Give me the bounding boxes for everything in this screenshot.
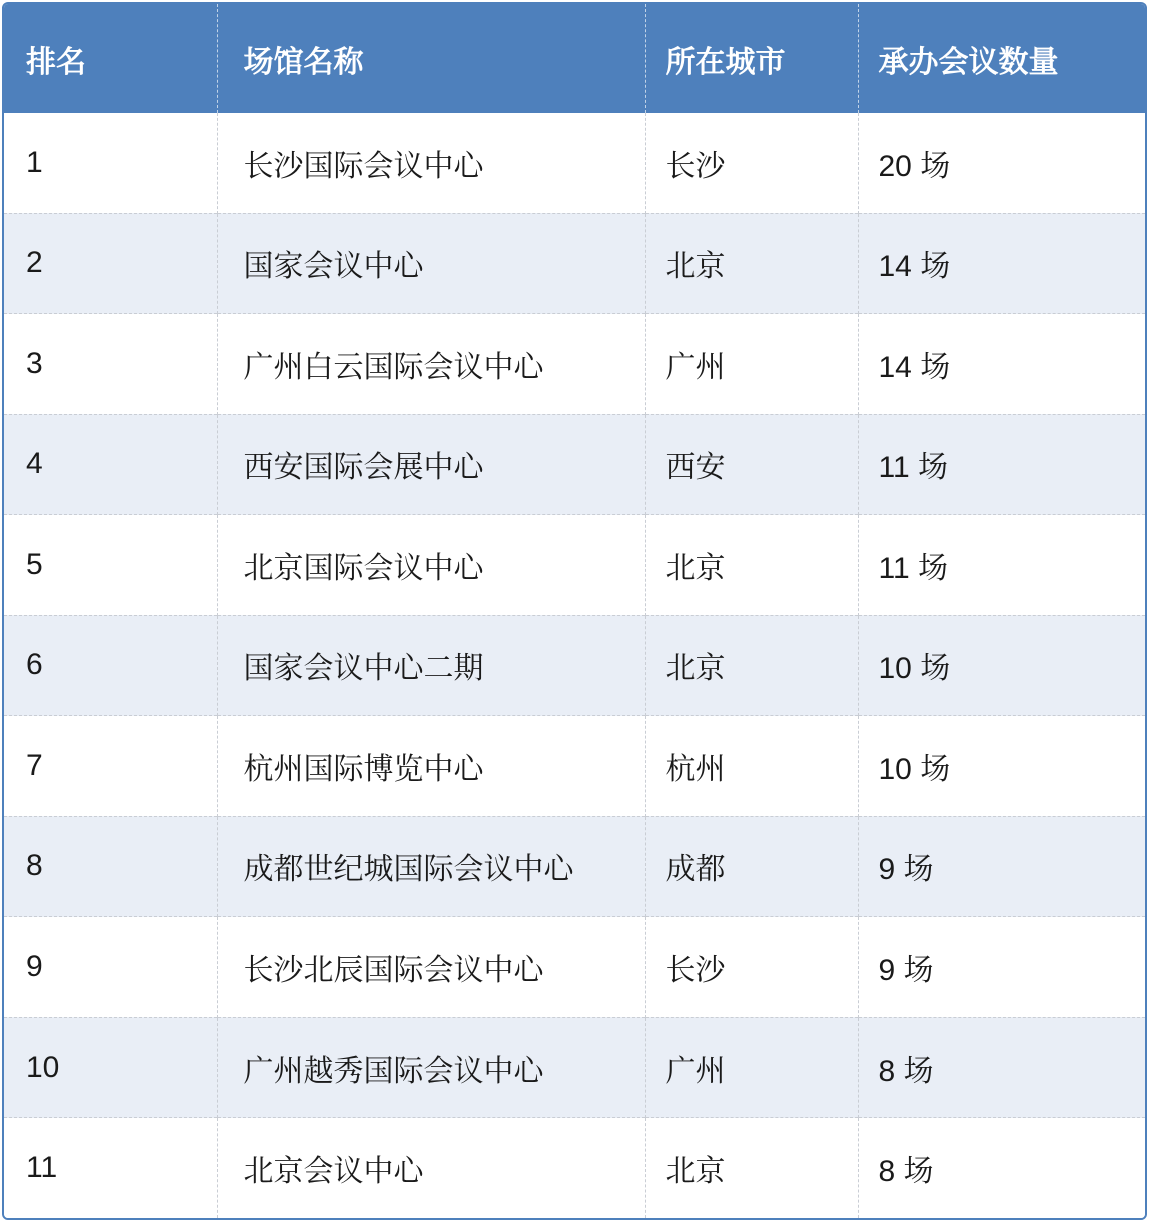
table-row (4, 515, 1145, 616)
column-header-rank: 排名 (4, 4, 217, 113)
venue-cell: 杭州国际博览中心 (217, 716, 645, 817)
venue-cell: 长沙国际会议中心 (217, 113, 645, 213)
city-cell: 西安 (645, 414, 858, 515)
table-row (4, 917, 1145, 1018)
venue-cell: 长沙北辰国际会议中心 (217, 917, 645, 1018)
city-cell: 北京 (645, 1118, 858, 1218)
rank-cell: 9 (4, 917, 217, 1018)
table-row (4, 615, 1145, 716)
rank-cell: 6 (4, 615, 217, 716)
count-cell: 9 场 (858, 917, 1145, 1018)
table-row (4, 816, 1145, 917)
city-cell: 北京 (645, 515, 858, 616)
table-row (4, 716, 1145, 817)
city-cell: 广州 (645, 1017, 858, 1118)
rank-cell: 3 (4, 314, 217, 415)
count-cell: 20 场 (858, 113, 1145, 213)
city-cell: 广州 (645, 314, 858, 415)
rank-cell: 8 (4, 816, 217, 917)
venue-cell: 北京国际会议中心 (217, 515, 645, 616)
city-cell: 杭州 (645, 716, 858, 817)
venue-ranking-table (4, 4, 1145, 1218)
count-cell: 10 场 (858, 615, 1145, 716)
count-cell: 11 场 (858, 414, 1145, 515)
count-cell: 8 场 (858, 1017, 1145, 1118)
venue-cell: 西安国际会展中心 (217, 414, 645, 515)
rank-cell: 1 (4, 113, 217, 213)
column-header-city: 所在城市 (645, 4, 858, 113)
count-cell: 11 场 (858, 515, 1145, 616)
count-cell: 10 场 (858, 716, 1145, 817)
city-cell: 长沙 (645, 113, 858, 213)
rank-cell: 7 (4, 716, 217, 817)
venue-cell: 成都世纪城国际会议中心 (217, 816, 645, 917)
venue-cell: 北京会议中心 (217, 1118, 645, 1218)
venue-cell: 国家会议中心 (217, 213, 645, 314)
count-cell: 14 场 (858, 314, 1145, 415)
city-cell: 北京 (645, 615, 858, 716)
rank-cell: 11 (4, 1118, 217, 1218)
rank-cell: 5 (4, 515, 217, 616)
rank-cell: 4 (4, 414, 217, 515)
header-row (4, 4, 1145, 113)
count-cell: 9 场 (858, 816, 1145, 917)
venue-cell: 广州白云国际会议中心 (217, 314, 645, 415)
rank-cell: 10 (4, 1017, 217, 1118)
table-row (4, 414, 1145, 515)
count-cell: 14 场 (858, 213, 1145, 314)
column-header-venue: 场馆名称 (217, 4, 645, 113)
table-row (4, 1118, 1145, 1218)
table-header (4, 4, 1145, 113)
table-row (4, 314, 1145, 415)
table-row (4, 213, 1145, 314)
table-body (4, 113, 1145, 1218)
venue-cell: 广州越秀国际会议中心 (217, 1017, 645, 1118)
city-cell: 北京 (645, 213, 858, 314)
rank-cell: 2 (4, 213, 217, 314)
table-row (4, 113, 1145, 213)
venue-cell: 国家会议中心二期 (217, 615, 645, 716)
city-cell: 成都 (645, 816, 858, 917)
venue-ranking-table-card (2, 2, 1147, 1220)
city-cell: 长沙 (645, 917, 858, 1018)
count-cell: 8 场 (858, 1118, 1145, 1218)
column-header-count: 承办会议数量 (858, 4, 1145, 113)
table-row (4, 1017, 1145, 1118)
